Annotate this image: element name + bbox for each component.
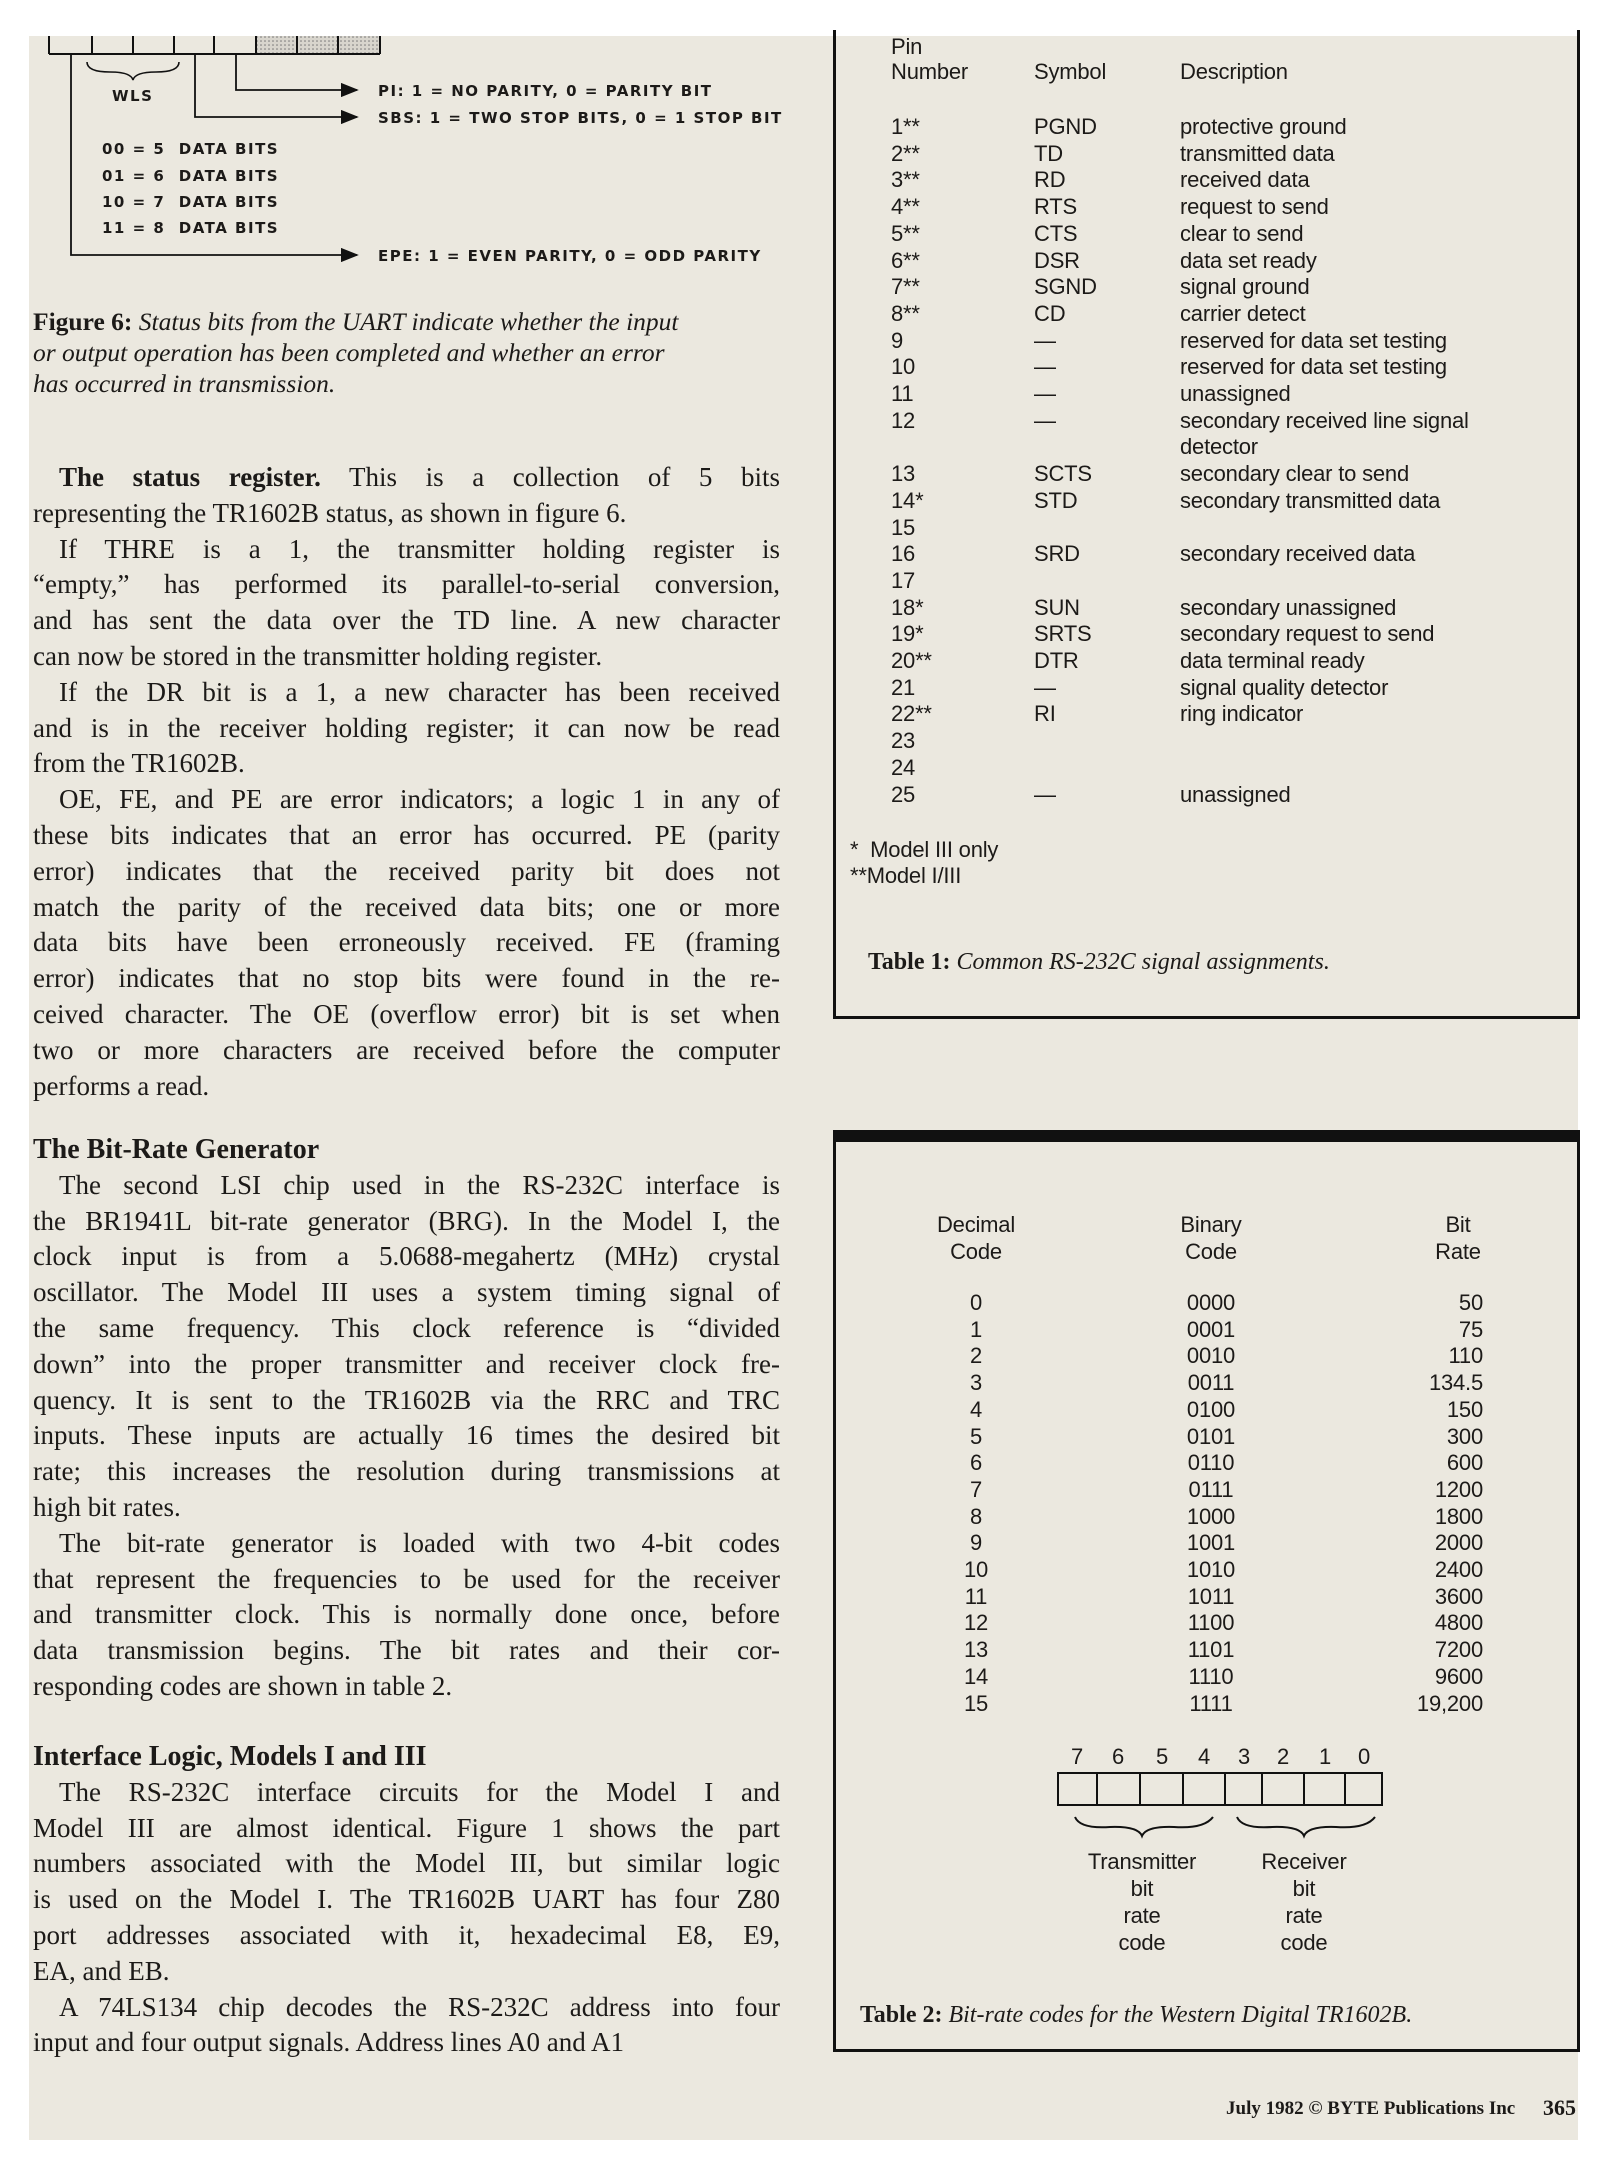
bit-rate: 7200 — [1434, 1637, 1483, 1663]
text-line: these bits indicates that an error has occurred. PE (parity — [33, 819, 780, 850]
header-decimal-code: Decimal — [936, 1212, 1016, 1237]
bit-rate-register-diagram — [1040, 1765, 1400, 1845]
symbol: TD — [1034, 140, 1063, 166]
symbol: RI — [1034, 701, 1056, 727]
text-line: two or more characters are received before the computer — [33, 1034, 780, 1065]
paragraph — [33, 1990, 780, 2062]
text-line: If the DR bit is a 1, a new character has been received — [59, 676, 780, 707]
decimal-code: 4 — [969, 1396, 983, 1422]
text-line: port addresses associated with it, hexadecimal E8, E9, — [33, 1919, 780, 1950]
decimal-code: 5 — [969, 1423, 983, 1449]
header-decimal-code: Code — [950, 1239, 1002, 1264]
text-line: OE, FE, and PE are error indicators; a logic 1 in any of — [59, 784, 780, 815]
transmitter-label: Transmitter — [1087, 1849, 1197, 1874]
section-heading: Interface Logic, Models I and III — [33, 1741, 427, 1772]
bit-number: 3 — [1237, 1744, 1251, 1769]
description: ring indicator — [1180, 701, 1304, 727]
header-description: Description — [1180, 59, 1288, 84]
bit-number: 6 — [1111, 1744, 1125, 1769]
bit-number: 5 — [1155, 1744, 1169, 1769]
footnote-model-i-iii: **Model I/III — [850, 863, 962, 888]
receiver-label: Receiver — [1261, 1849, 1347, 1874]
transmitter-label: bit — [1130, 1876, 1154, 1901]
symbol: RTS — [1034, 194, 1078, 220]
lead-in: The status register. — [59, 462, 321, 492]
text-line: that represent the frequencies to be used for the receiver — [33, 1563, 780, 1594]
pin-number: 2** — [891, 140, 920, 166]
bit-number: 1 — [1318, 1744, 1332, 1769]
pin-number: 16 — [891, 541, 916, 567]
decimal-code: 3 — [969, 1370, 983, 1396]
text-line: If THRE is a 1, the transmitter holding register is — [59, 533, 780, 564]
pin-number: 24 — [891, 754, 916, 780]
symbol: CTS — [1034, 220, 1078, 246]
description: secondary request to send — [1180, 621, 1435, 647]
bit-number: 2 — [1276, 1744, 1290, 1769]
binary-code: 1101 — [1187, 1637, 1235, 1663]
pi-line — [236, 54, 357, 90]
text-line: quency. It is sent to the TR1602B via the RRC and TRC — [33, 1384, 780, 1415]
pin-number: 14* — [891, 487, 924, 513]
description: carrier detect — [1180, 300, 1306, 326]
decimal-code: 6 — [969, 1450, 983, 1476]
binary-code: 1001 — [1186, 1530, 1236, 1556]
bit-rate: 2000 — [1434, 1530, 1483, 1556]
description: reserved for data set testing — [1180, 327, 1447, 353]
paragraph — [33, 1775, 780, 1990]
description: signal quality detector — [1180, 674, 1389, 700]
text-line: the BR1941L bit-rate generator (BRG). In the Model I, the — [33, 1205, 780, 1236]
binary-code: 1010 — [1186, 1557, 1236, 1582]
table-1-caption — [868, 947, 1330, 978]
description: request to send — [1180, 194, 1329, 220]
text-line: ceived character. The OE (overflow error) bit is set when — [33, 998, 780, 1029]
transmitter-label: rate — [1123, 1903, 1161, 1928]
decimal-code: 7 — [969, 1476, 983, 1502]
decimal-code: 0 — [969, 1290, 983, 1315]
data-bits-00: 00 = 5 DATA BITS — [102, 140, 280, 158]
decimal-code: 10 — [963, 1557, 989, 1582]
description-continued: detector — [1180, 434, 1258, 460]
description: clear to send — [1180, 220, 1304, 246]
symbol: — — [1034, 674, 1056, 700]
bit-rate: 300 — [1446, 1423, 1483, 1449]
header-pin: Pin — [891, 34, 923, 59]
text-line: and transmitter clock. This is normally done once, before — [33, 1599, 780, 1630]
data-bits-10: 10 = 7 DATA BITS — [102, 193, 280, 211]
interface-logic-section — [33, 1739, 780, 2061]
binary-code: 0101 — [1186, 1423, 1236, 1449]
text-line: numbers associated with the Model III, but similar logic — [33, 1848, 780, 1879]
pin-number: 17 — [891, 567, 916, 593]
description: received data — [1180, 167, 1310, 193]
header-symbol: Symbol — [1034, 59, 1107, 84]
binary-code: 1000 — [1186, 1503, 1236, 1529]
symbol: DTR — [1034, 648, 1079, 673]
header-number: Number — [891, 59, 969, 84]
pin-number: 8** — [891, 300, 920, 326]
decimal-code: 12 — [963, 1610, 989, 1636]
header-binary-code: Code — [1185, 1239, 1237, 1264]
paragraph — [33, 782, 780, 1104]
bit-rate: 50 — [1458, 1290, 1483, 1315]
symbol: — — [1034, 354, 1056, 380]
text-line — [33, 460, 780, 496]
binary-code: 0111 — [1188, 1476, 1234, 1502]
text-line: and is in the receiver holding register; it can now be read — [33, 712, 780, 743]
symbol: — — [1034, 407, 1056, 433]
bit-rate: 134.5 — [1428, 1370, 1483, 1396]
text-line: rate; this increases the resolution during transmissions at — [33, 1456, 780, 1487]
symbol: RD — [1034, 167, 1066, 193]
description: data terminal ready — [1180, 648, 1365, 673]
caption-text: Bit-rate codes for the Western Digital TR1602B. — [948, 2002, 1413, 2028]
header-bit-rate: Rate — [1435, 1239, 1481, 1264]
pin-number: 10 — [891, 354, 916, 380]
pin-number: 1** — [891, 114, 920, 139]
bit-number: 4 — [1197, 1744, 1211, 1769]
bit-rate: 600 — [1446, 1450, 1483, 1476]
footer-credit: July 1982 © BYTE Publications Inc — [1226, 2098, 1516, 2119]
pin-number: 15 — [891, 514, 916, 540]
text-line: A 74LS134 chip decodes the RS-232C address into four — [59, 1991, 780, 2022]
symbol: STD — [1034, 487, 1078, 513]
symbol: — — [1034, 327, 1056, 353]
paragraph — [33, 1526, 780, 1705]
text-line: from the TR1602B. — [33, 748, 245, 779]
text-line: is used on the Model I. The TR1602B UART has four Z80 — [33, 1884, 780, 1915]
description: signal ground — [1180, 274, 1310, 300]
bit-rate: 75 — [1458, 1316, 1483, 1342]
decimal-code: 9 — [969, 1530, 983, 1556]
caption-text: Common RS-232C signal assignments. — [956, 949, 1330, 975]
status-register-section — [33, 460, 780, 1104]
figure-6-caption — [33, 306, 679, 399]
table-2-caption — [860, 2000, 1412, 2031]
receiver-label: bit — [1292, 1876, 1316, 1901]
text-line: down” into the proper transmitter and receiver clock fre- — [33, 1348, 780, 1379]
description: secondary transmitted data — [1180, 487, 1441, 513]
text-line: The second LSI chip used in the RS-232C interface is — [59, 1169, 780, 1200]
symbol: — — [1034, 381, 1056, 406]
pi-text: PI: 1 = NO PARITY, 0 = PARITY BIT — [378, 82, 713, 100]
description: secondary clear to send — [1180, 461, 1409, 487]
symbol: SGND — [1034, 274, 1097, 300]
text-line: representing the TR1602B status, as shown in figure 6. — [33, 497, 627, 528]
bit-rate: 3600 — [1434, 1583, 1483, 1609]
binary-code: 0110 — [1187, 1450, 1235, 1476]
text-line: error) indicates that no stop bits were found in the re- — [33, 963, 780, 994]
symbol: DSR — [1034, 247, 1080, 273]
register-cells — [49, 36, 380, 54]
paragraph — [33, 532, 780, 675]
epe-text: EPE: 1 = EVEN PARITY, 0 = ODD PARITY — [378, 247, 762, 265]
bit-number: 7 — [1070, 1744, 1084, 1769]
pin-number: 7** — [891, 274, 920, 300]
pin-number: 21 — [891, 674, 916, 700]
header-bit-rate: Bit — [1445, 1212, 1471, 1237]
text: This is a collection of 5 bits — [349, 462, 781, 492]
binary-code: 0000 — [1186, 1290, 1236, 1315]
wls-brace — [87, 62, 179, 80]
sbs-text: SBS: 1 = TWO STOP BITS, 0 = 1 STOP BIT — [378, 109, 783, 127]
text-line: The RS-232C interface circuits for the Model I and — [59, 1776, 780, 1807]
caption-line: Status bits from the UART indicate whether the input — [138, 307, 679, 336]
bit-number: 0 — [1357, 1744, 1371, 1769]
text-line: The bit-rate generator is loaded with two 4-bit codes — [59, 1527, 780, 1558]
pin-number: 22** — [891, 701, 932, 727]
pin-number: 18* — [891, 594, 924, 620]
binary-code: 1100 — [1187, 1610, 1235, 1636]
pin-number: 4** — [891, 194, 920, 220]
paragraph — [33, 1168, 780, 1526]
receiver-brace — [1237, 1817, 1375, 1836]
decimal-code: 8 — [969, 1503, 983, 1529]
page-number: 365 — [1543, 2095, 1576, 2120]
data-bits-11: 11 = 8 DATA BITS — [102, 219, 280, 237]
decimal-code: 13 — [963, 1637, 989, 1663]
text-line: oscillator. The Model III uses a system timing signal of — [33, 1277, 780, 1308]
caption-label: Table 2: — [860, 2002, 943, 2028]
text-line: EA, and EB. — [33, 1955, 170, 1986]
paragraph — [33, 675, 780, 782]
decimal-code: 15 — [963, 1690, 989, 1716]
pin-number: 12 — [891, 407, 916, 433]
bit-rate: 4800 — [1434, 1610, 1483, 1636]
text-line: clock input is from a 5.0688-megahertz (MHz) crystal — [33, 1241, 780, 1272]
description: secondary received line signal — [1180, 407, 1469, 433]
figure-6-status-bits-diagram — [0, 0, 800, 300]
symbol: — — [1034, 781, 1056, 807]
bit-rate: 110 — [1448, 1343, 1483, 1369]
caption-label: Table 1: — [868, 949, 951, 975]
symbol: SRD — [1034, 541, 1080, 567]
symbol: SUN — [1034, 594, 1080, 620]
decimal-code: 1 — [969, 1316, 983, 1342]
pin-number: 9 — [891, 327, 904, 353]
text-line: inputs. These inputs are actually 16 times the desired bit — [33, 1420, 780, 1451]
bit-rate: 1800 — [1434, 1503, 1483, 1529]
header-binary-code: Binary — [1180, 1212, 1242, 1237]
footnote-model-iii: * Model III only — [850, 837, 999, 862]
text-line: the same frequency. This clock reference is “divided — [33, 1312, 780, 1343]
sbs-line — [195, 54, 357, 117]
text-line: error) indicates that the received parity bit does not — [33, 855, 780, 886]
text-line: data transmission begins. The bit rates and their cor- — [33, 1635, 780, 1666]
binary-code: 0100 — [1186, 1396, 1236, 1422]
description: reserved for data set testing — [1180, 354, 1447, 380]
text-line: can now be stored in the transmitter holding register. — [33, 640, 603, 671]
binary-code: 1111 — [1189, 1690, 1233, 1716]
data-bits-01: 01 = 6 DATA BITS — [102, 167, 280, 185]
symbol: SCTS — [1034, 461, 1092, 487]
pin-number: 23 — [891, 728, 916, 754]
binary-code: 0001 — [1186, 1316, 1236, 1342]
decimal-code: 14 — [963, 1663, 989, 1689]
pin-number: 13 — [891, 461, 916, 487]
receiver-label: code — [1280, 1930, 1328, 1955]
section-heading: The Bit-Rate Generator — [33, 1134, 320, 1165]
symbol: SRTS — [1034, 621, 1092, 647]
pin-number: 25 — [891, 781, 916, 807]
description: protective ground — [1180, 114, 1347, 139]
binary-code: 1011 — [1187, 1583, 1235, 1609]
text-line: match the parity of the received data bits; one or more — [33, 891, 780, 922]
description: transmitted data — [1180, 140, 1335, 166]
bit-rate: 1200 — [1434, 1476, 1483, 1502]
paragraph — [33, 460, 780, 532]
description: unassigned — [1180, 781, 1291, 807]
bit-rate-generator-section — [33, 1132, 780, 1705]
description: secondary unassigned — [1180, 594, 1397, 620]
binary-code: 1110 — [1188, 1663, 1234, 1689]
wls-label: WLS — [112, 87, 154, 105]
bit-rate: 2400 — [1434, 1557, 1483, 1582]
bit-rate: 9600 — [1434, 1663, 1483, 1689]
caption-line: has occurred in transmission. — [33, 369, 336, 398]
pin-number: 5** — [891, 220, 920, 246]
symbol: PGND — [1034, 114, 1097, 139]
pin-number: 11 — [891, 381, 914, 406]
text-line: performs a read. — [33, 1070, 210, 1101]
symbol: CD — [1034, 300, 1066, 326]
caption-label: Figure 6: — [33, 307, 133, 336]
text-line: and has sent the data over the TD line. A new character — [33, 605, 780, 636]
description: unassigned — [1180, 381, 1291, 406]
binary-code: 0011 — [1187, 1370, 1235, 1396]
pin-number: 20** — [891, 648, 932, 673]
text-line: “empty,” has performed its parallel-to-serial conversion, — [33, 569, 780, 600]
pin-number: 3** — [891, 167, 920, 193]
pin-number: 6** — [891, 247, 920, 273]
text-line: data bits have been erroneously received. FE (framing — [33, 927, 780, 958]
transmitter-brace — [1075, 1817, 1213, 1836]
bit-rate: 150 — [1446, 1396, 1483, 1422]
text-line: input and four output signals. Address lines A0 and A1 — [33, 2027, 624, 2058]
decimal-code: 2 — [969, 1343, 983, 1369]
description: secondary received data — [1180, 541, 1416, 567]
text-line: high bit rates. — [33, 1491, 181, 1522]
bit-rate: 19,200 — [1416, 1690, 1483, 1716]
caption-line: or output operation has been completed and whether an error — [33, 338, 665, 367]
description: data set ready — [1180, 247, 1317, 273]
decimal-code: 11 — [964, 1583, 988, 1609]
text-line: responding codes are shown in table 2. — [33, 1670, 453, 1701]
pin-number: 19* — [891, 621, 924, 647]
binary-code: 0010 — [1186, 1343, 1236, 1369]
receiver-label: rate — [1285, 1903, 1323, 1928]
transmitter-label: code — [1118, 1930, 1166, 1955]
text-line: Model III are almost identical. Figure 1 shows the part — [33, 1812, 780, 1843]
